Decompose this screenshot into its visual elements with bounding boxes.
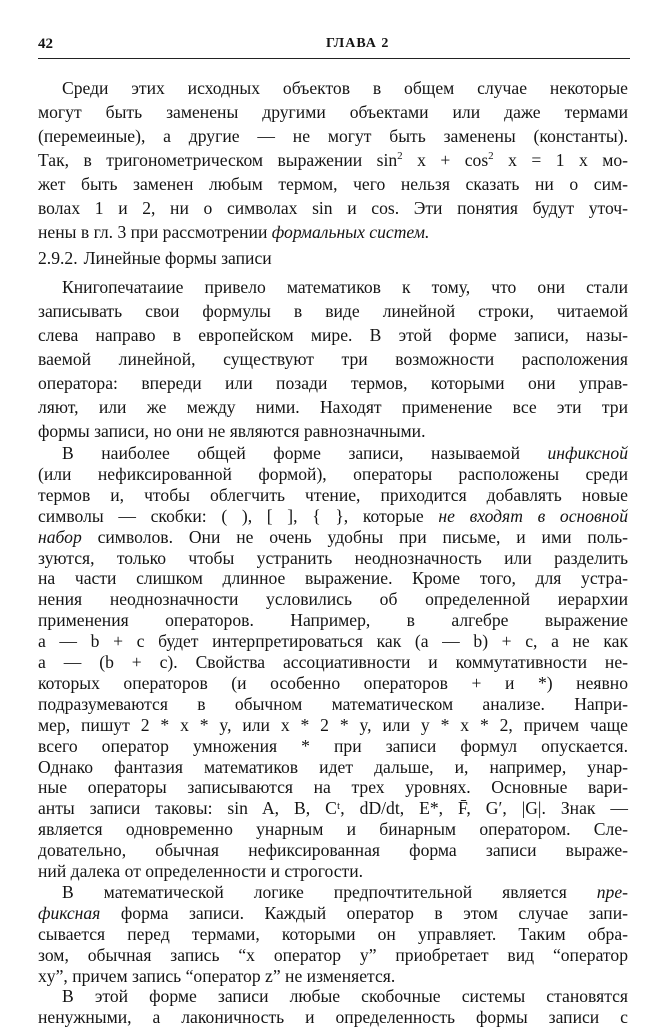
text-line: a — (b + c). Свойства ассоциативности и коммутативности не- [38, 652, 628, 672]
text-line: сывается перед термами, которыми он управляет. Таким обра- [38, 923, 628, 944]
text-line: анты записи таковы: sin A, B, Cᵗ, dD/dt, E*, F̄, G′, |G|. Знак — [38, 798, 628, 819]
text-line: всего оператор умножения * при записи формул опускается. [38, 735, 628, 756]
text-line: В наиболее общей форме записи, называемой инфиксной [62, 443, 628, 463]
text-line: формы записи, но они не являются равнозначными. [38, 421, 426, 441]
text-line: ляют, или же между ними. Находят применение все эти три [38, 397, 628, 417]
text-line: ваемой линейной, существуют три возможности расположения [38, 349, 628, 369]
section-heading [38, 246, 272, 270]
text-line: термов и, чтобы облегчить чтение, приходится добавлять новые [38, 484, 628, 505]
text-line: довательно, обычная нефиксированная форма записи выраже- [38, 840, 628, 861]
text-line: является одновременно унарным и бинарным оператором. Сле- [38, 819, 628, 840]
text-line: мер, пишут 2 * x * y, или x * 2 * y, или y * x * 2, причем чаще [38, 714, 628, 735]
text-line: нения неоднозначности условились об определенной иерархии [38, 589, 628, 610]
text-line: записывать свои формулы в виде линейной строки, читаемой [38, 301, 628, 321]
text-line: нены в гл. 3 при рассмотрении формальных систем. [38, 222, 430, 242]
section-title: Линейные формы записи [83, 248, 272, 268]
text-line: фиксная форма записи. Каждый оператор в этом случае запи- [38, 902, 628, 923]
text-line: (перемеиные), а другие — не могут быть заменены (константы). [38, 126, 628, 146]
section-number: 2.9.2. [38, 248, 78, 268]
text-line: оператора: впереди или позади термов, которыми они управ- [38, 373, 628, 393]
text-line: (или нефиксированной формой), операторы расположены среди [38, 463, 628, 484]
text-line: на части слишком длинное выражение. Кроме того, для устра- [38, 568, 628, 589]
text-line: Так, в тригонометрическом выражении $\sin^2 x + \cos^2 x = 1$ x мо- [38, 150, 628, 170]
text-line: набор символов. Они не очень удобны при письме, и ими поль- [38, 526, 628, 547]
text-line: подразумеваются в обычном математическом анализе. Напри- [38, 693, 628, 714]
text-line: могут быть заменены другими объектами или даже термами [38, 102, 628, 122]
text-line: ные операторы записываются на трех уровнях. Основные вари- [38, 777, 628, 798]
text-line: Книгопечатаиие привело математиков к тому, что они стали [62, 277, 628, 297]
text-line: применения операторов. Например, в алгебре выражение [38, 610, 628, 631]
text-line: символы — скобки: ( ), [ ], { }, которые не входят в основной [38, 505, 628, 526]
page-number: 42 [38, 36, 53, 52]
text-line: ний далека от определенности и строгости. [38, 861, 364, 881]
text-line: зуются, только чтобы устранить неоднозначность или разделить [38, 547, 628, 568]
text-line: жет быть заменен любым термом, чего нельзя сказать ни о сим- [38, 174, 628, 194]
text-line: Среди этих исходных объектов в общем случае некоторые [62, 78, 628, 98]
text-line: a — b + c будет интерпретироваться как (a — b) + c, а не как [38, 631, 628, 652]
text-line: ненужными, а лаконичность и определенность формы записи с [38, 1007, 628, 1028]
text-line: xy”, причем запись “оператор z” не изменяется. [38, 965, 396, 986]
text-line: В математической логике предпочтительной является пре- [62, 881, 628, 902]
text-line: В этой форме записи любые скобочные системы становятся [62, 986, 628, 1007]
text-line: волах 1 и 2, ни о символах sin и cos. Эти понятия будут уточ- [38, 198, 628, 218]
text-line: Однако фантазия математиков идет дальше, и, например, унар- [38, 756, 628, 777]
text-line: которых операторов (и особенно операторов + и *) неявно [38, 672, 628, 693]
text-line: слева направо в европейском мире. В этой форме записи, назы- [38, 325, 628, 345]
text-line: зом, обычная запись “x оператор y” приобретает вид “оператор [38, 944, 628, 965]
chapter-title: ГЛАВА 2 [326, 36, 390, 51]
running-header [38, 36, 630, 59]
